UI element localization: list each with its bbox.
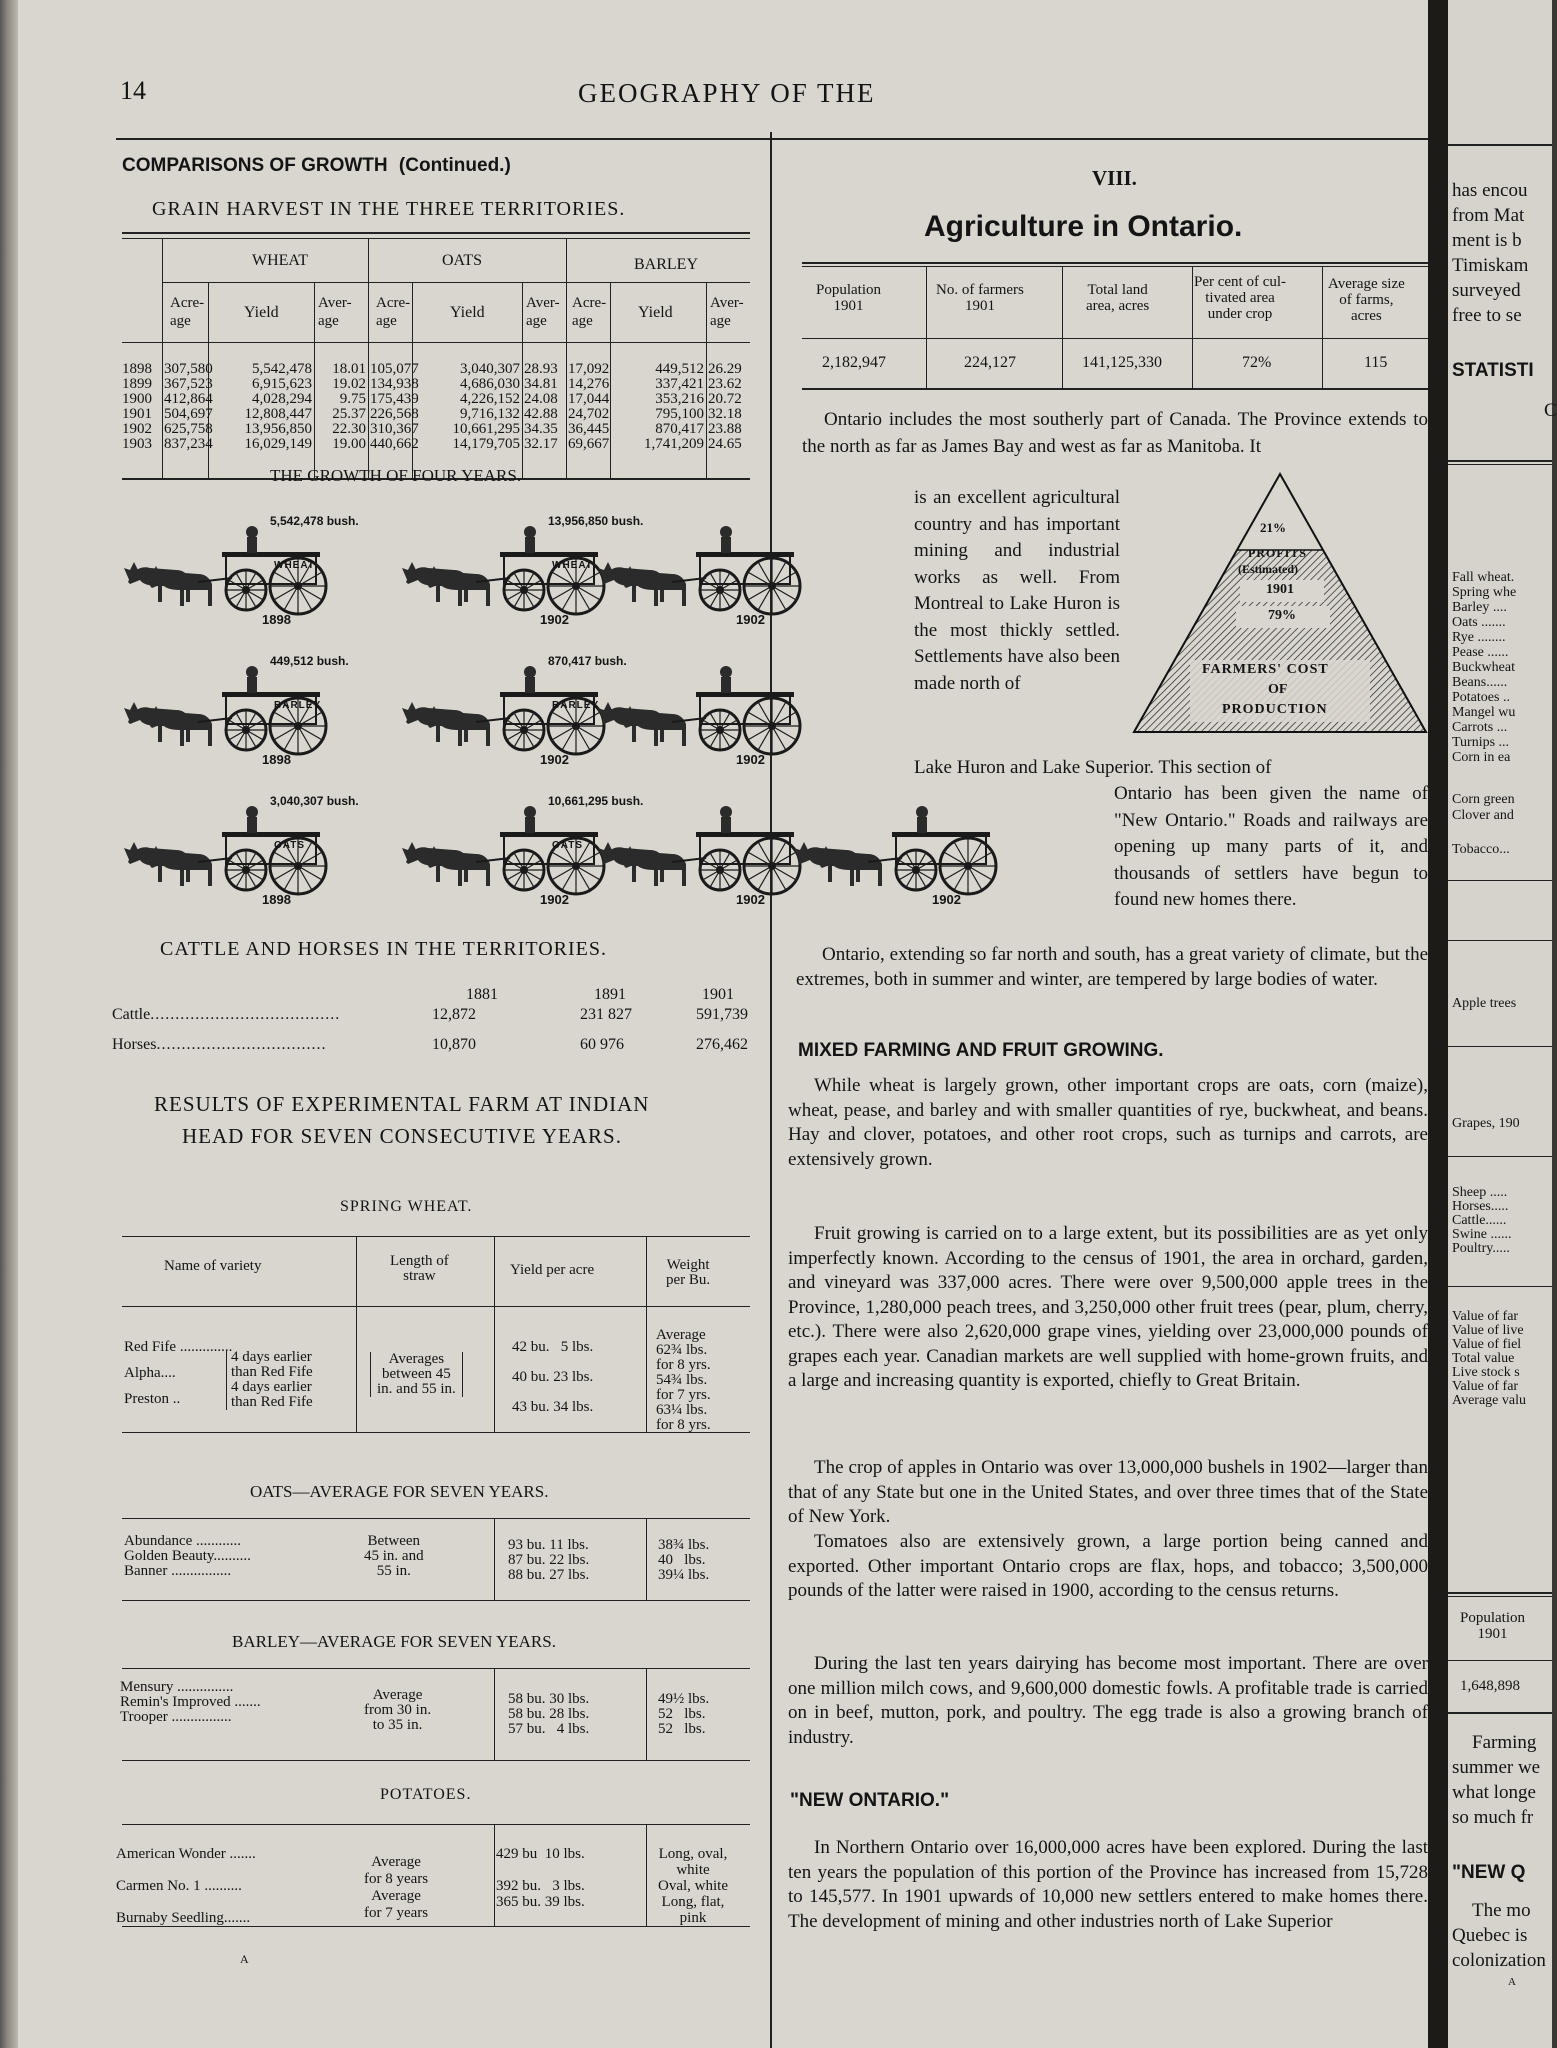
mixed-heading: MIXED FARMING AND FRUIT GROWING. — [798, 1040, 1164, 1061]
next-crop-1: Fall wheat. — [1452, 570, 1515, 585]
page — [18, 0, 1446, 2048]
wagon-year-1-0: 1902 — [540, 612, 569, 627]
cattle-year-1881: 1881 — [466, 986, 498, 1003]
wagon-team-3-1 — [598, 666, 800, 754]
cattle-title: CATTLE AND HORSES IN THE TERRITORIES. — [160, 938, 608, 960]
ontario-table — [802, 262, 1434, 392]
next-crop-9: Potatoes .. — [1452, 690, 1510, 705]
sub-barley-avg: Aver- age — [710, 295, 744, 329]
ont-val-pop: 2,182,947 — [822, 354, 886, 371]
ont-val-land: 141,125,330 — [1082, 354, 1162, 371]
next-statist-sub: C — [1544, 400, 1557, 421]
pyramid-cost-1: FARMERS' COST — [1202, 662, 1329, 677]
page-gutter — [1428, 0, 1448, 2048]
sub-oats-avg: Aver- age — [526, 295, 560, 329]
next-bottom-lines — [1452, 1730, 1540, 1830]
cattle-1901: 591,739 — [696, 1006, 748, 1023]
growth-title: THE GROWTH OF FOUR YEARS. — [270, 466, 522, 485]
wagon-5 — [400, 800, 1008, 910]
wagon-team-5-1 — [598, 806, 800, 894]
col-years: 1898 1899 1900 1901 1902 1903 — [122, 361, 152, 452]
farm-title-2: HEAD FOR SEVEN CONSECUTIVE YEARS. — [182, 1124, 622, 1148]
horses-1881: 10,870 — [432, 1036, 476, 1053]
horses-row: Horses.................................. — [112, 1036, 327, 1053]
ont-head-pct: Per cent of cul- tivated area under crop — [1194, 274, 1287, 322]
wagon-amount-3: 870,417 bush. — [548, 654, 627, 668]
col-oats-yield: 3,040,307 4,686,030 4,226,152 9,716,132 10,661,295 14,179,705 — [452, 361, 520, 452]
next-crops — [1452, 570, 1516, 765]
wagon-year-4-0: 1898 — [262, 892, 291, 907]
ont-val-size: 115 — [1364, 354, 1388, 371]
intro-para-narrow: is an excellent agricultural country and has important mining and industrial works as well. From Montreal to Lake Huron is the most thickly settled. Settlements have also been made north of — [914, 487, 1120, 694]
next-tobacco: Tobacco... — [1452, 842, 1510, 857]
next-line-2: from Mat — [1452, 205, 1525, 226]
cattle-year-1891: 1891 — [594, 986, 626, 1003]
para-new-ontario: In Northern Ontario over 16,000,000 acres have been explored. During the last ten years the population of this portion of the Province has increased from 15,728 to 145,577. In 1901 upwards of 10,000 new settlers entered to make homes there. The development of mining and other industries north of Lake Superior — [788, 1837, 1428, 1932]
pyramid-top-pct: 21% — [1260, 520, 1286, 535]
pyramid-estimated: (Estimated) — [1238, 562, 1298, 576]
next-animal-3: Cattle...... — [1452, 1213, 1507, 1228]
potato-title: POTATOES. — [380, 1786, 472, 1803]
next-line-1: has encou — [1452, 180, 1528, 201]
barley-weight: 49½ lbs. 52 lbs. 52 lbs. — [658, 1691, 710, 1737]
next-crop-5: Rye ........ — [1452, 630, 1506, 645]
spring-head-weight: Weight per Bu. — [666, 1257, 711, 1288]
next-crop-8: Beans...... — [1452, 675, 1508, 690]
spring-head-straw: Length of straw — [390, 1253, 449, 1284]
next-corn-green: Corn green — [1452, 792, 1515, 807]
wagon-year-5-2: 1902 — [932, 892, 961, 907]
oats-yield: 93 bu. 11 lbs. 87 bu. 22 lbs. 88 bu. 27 lbs. — [508, 1537, 590, 1583]
horses-label: Horses — [112, 1036, 157, 1053]
spring-weight: Average 62¾ lbs. for 8 yrs. 54¾ lbs. for 7 yrs. 63¼ lbs. for 8 yrs. — [656, 1327, 711, 1433]
cattle-year-1901: 1901 — [702, 986, 734, 1003]
pyramid-cost-3: PRODUCTION — [1222, 702, 1328, 717]
wagon-year-2-0: 1898 — [262, 752, 291, 767]
wagon-team-5-2 — [794, 806, 996, 894]
wagon-crop-2: BARLEY — [274, 700, 322, 711]
column-rule — [770, 132, 772, 2048]
spring-notes: 4 days earlier than Red Fife 4 days earlier than Red Fife — [226, 1350, 313, 1410]
col-wheat-acre: 307,580 367,523 412,864 504,697 625,758 837,234 — [164, 361, 213, 452]
cattle-1891: 231 827 — [580, 1006, 632, 1023]
wagon-crop-0: WHEAT — [274, 560, 315, 571]
next-mark: A — [1508, 1976, 1516, 1988]
header-rule — [116, 138, 1434, 140]
section-suffix: (Continued.) — [398, 155, 511, 176]
next-value-1: Value of far — [1452, 1309, 1519, 1324]
ont-head-size: Average size of farms, acres — [1328, 276, 1405, 324]
cattle-row: Cattle...................................... — [112, 1006, 341, 1023]
wagon-year-5-1: 1902 — [736, 892, 765, 907]
intro-para-wrap: Ontario has been given the name of "New Ontario." Roads and railways are opening up many parts of it, and thousands of settlers have begun to found new homes there. — [1114, 783, 1428, 910]
next-crop-11: Carrots ... — [1452, 720, 1508, 735]
next-crop-7: Buckwheat — [1452, 660, 1515, 675]
next-page-sliver — [1448, 0, 1557, 2048]
sub-wheat-yield: Yield — [244, 304, 279, 321]
next-last-lines — [1452, 1898, 1546, 1973]
next-value-7: Average valu — [1452, 1393, 1526, 1408]
col-oats-avg: 28.93 34.81 24.08 42.88 34.35 32.17 — [524, 361, 558, 452]
next-last-3: colonization — [1452, 1950, 1546, 1971]
wagon-crop-4: OATS — [274, 840, 306, 851]
wagon-amount-5: 10,661,295 bush. — [548, 794, 644, 808]
sub-oats-yield: Yield — [450, 304, 485, 321]
wagon-amount-2: 449,512 bush. — [270, 654, 349, 668]
wagon-crop-1: WHEAT — [552, 560, 593, 571]
new-ontario-heading: "NEW ONTARIO." — [790, 1790, 950, 1811]
next-pop-val: 1,648,898 — [1460, 1678, 1520, 1694]
next-new-q: "NEW Q — [1452, 1862, 1526, 1883]
ont-head-pop: Population 1901 — [816, 282, 882, 314]
next-apple-trees: Apple trees — [1452, 996, 1517, 1011]
footer-mark: A — [240, 1952, 249, 1966]
next-animal-1: Sheep ..... — [1452, 1185, 1508, 1200]
next-pop-head: Population 1901 — [1460, 1610, 1526, 1642]
col-wheat-avg: 18.01 19.02 9.75 25.37 22.30 19.00 — [332, 361, 366, 452]
ont-head-farmers: No. of farmers 1901 — [936, 282, 1024, 314]
next-value-3: Value of fiel — [1452, 1337, 1522, 1352]
pyramid-bottom-pct: 79% — [1268, 608, 1296, 623]
barley-yield: 58 bu. 30 lbs. 58 bu. 28 lbs. 57 bu. 4 lbs. — [508, 1691, 590, 1737]
col-barley-acre: 17,092 14,276 17,044 24,702 36,445 69,667 — [568, 361, 610, 452]
sub-barley-yield: Yield — [638, 304, 673, 321]
next-crop-6: Pease ...... — [1452, 645, 1509, 660]
next-bottom-4: so much fr — [1452, 1807, 1534, 1828]
potato-straw: Average for 8 years Average for 7 years — [364, 1854, 429, 1921]
wagon-team-1-1 — [598, 526, 800, 614]
next-crop-10: Mangel wu — [1452, 705, 1516, 720]
wagon-2 — [122, 660, 374, 770]
col-barley-avg: 26.29 23.62 20.72 32.18 23.88 24.65 — [708, 361, 742, 452]
barley-names: Mensury ............... Remin's Improved ....... Trooper ................ — [120, 1679, 261, 1725]
cattle-1881: 12,872 — [432, 1006, 476, 1023]
grain-title: GRAIN HARVEST IN THE THREE TERRITORIES. — [152, 198, 626, 220]
wagon-4 — [122, 800, 374, 910]
para-tomatoes: Tomatoes also are extensively grown, a large portion being canned and exported. Other important Ontario crops are flax, hops, and tobacco; 3,500,000 pounds of the latter were raised in 1900, according to the census returns. — [788, 1531, 1428, 1601]
sub-wheat-acre: Acre- age — [170, 295, 205, 329]
potato-yield: 429 bu 10 lbs. 392 bu. 3 lbs. 365 bu. 39 lbs. — [496, 1846, 585, 1910]
running-title: GEOGRAPHY OF THE — [578, 78, 876, 108]
wagon-amount-1: 13,956,850 bush. — [548, 514, 644, 528]
horses-1901: 276,462 — [696, 1036, 748, 1053]
sub-wheat-avg: Aver- age — [318, 295, 352, 329]
section-title-text: COMPARISONS OF GROWTH — [122, 155, 388, 176]
oats-names: Abundance ............ Golden Beauty.......... Banner ................ — [124, 1533, 251, 1579]
oats-weight: 38¾ lbs. 40 lbs. 39¼ lbs. — [658, 1537, 710, 1583]
spring-head-yield: Yield per acre — [510, 1262, 595, 1278]
next-top-lines — [1452, 178, 1528, 328]
next-line-4: Timiskam — [1452, 255, 1529, 276]
para-climate: Ontario, extending so far north and south, has a great variety of climate, but the extremes, both in summer and winter, are tempered by large bodies of water. — [796, 944, 1428, 990]
wagon-year-0-0: 1898 — [262, 612, 291, 627]
wagon-amount-4: 3,040,307 bush. — [270, 794, 359, 808]
next-value-2: Value of live — [1452, 1323, 1524, 1338]
book-spine — [0, 0, 18, 2048]
next-crop-4: Oats ....... — [1452, 615, 1506, 630]
wagon-year-1-1: 1902 — [736, 612, 765, 627]
next-crop-2: Spring whe — [1452, 585, 1517, 600]
next-crop-12: Turnips ... — [1452, 735, 1510, 750]
potato-names: American Wonder ....... Carmen No. 1 .......... Burnaby Seedling....... — [116, 1846, 256, 1926]
agriculture-title: Agriculture in Ontario. — [924, 210, 1243, 243]
wagon-amount-0: 5,542,478 bush. — [270, 514, 359, 528]
group-wheat: WHEAT — [252, 252, 308, 269]
next-value-5: Live stock s — [1452, 1365, 1520, 1380]
section-number: VIII. — [1092, 166, 1137, 190]
next-grapes: Grapes, 190 — [1452, 1116, 1520, 1131]
potato-desc: Long, oval, white Oval, white Long, flat, pink — [658, 1846, 728, 1926]
pyramid-cost-2: OF — [1268, 682, 1288, 697]
next-animal-2: Horses..... — [1452, 1199, 1509, 1214]
col-wheat-yield: 5,542,478 6,915,623 4,028,294 12,808,447 13,956,850 16,029,149 — [244, 361, 312, 452]
next-animals — [1452, 1186, 1512, 1256]
barley-title: BARLEY—AVERAGE FOR SEVEN YEARS. — [232, 1632, 556, 1651]
next-bottom-1: Farming — [1472, 1732, 1537, 1753]
spring-yield: 42 bu. 5 lbs. 40 bu. 23 lbs. 43 bu. 34 lbs. — [512, 1339, 594, 1415]
next-bottom-3: what longe — [1452, 1782, 1536, 1803]
barley-straw: Average from 30 in. to 35 in. — [364, 1687, 432, 1733]
spring-title: SPRING WHEAT. — [340, 1198, 473, 1215]
cattle-label: Cattle — [112, 1006, 151, 1023]
wagon-0 — [122, 520, 374, 630]
horses-1891: 60 976 — [580, 1036, 624, 1053]
para-apples: The crop of apples in Ontario was over 13,000,000 bushels in 1902—larger than that of any State but one in the United States, and over three times that of the State of New York. — [788, 1457, 1428, 1527]
next-value-6: Value of far — [1452, 1379, 1519, 1394]
page-number: 14 — [120, 76, 146, 105]
next-line-6: free to se — [1452, 305, 1522, 326]
col-barley-yield: 449,512 337,421 353,216 795,100 870,417 1,741,209 — [644, 361, 704, 452]
pyramid-year: 1901 — [1266, 582, 1294, 597]
pyramid-graphic — [1130, 470, 1430, 740]
next-last-2: Quebec is — [1452, 1925, 1528, 1946]
next-crop-13: Corn in ea — [1452, 750, 1511, 765]
next-statist: STATISTI — [1452, 360, 1534, 381]
para-fruit: Fruit growing is carried on to a large extent, but its possibilities are as yet only imperfectly known. According to the census of 1901, the area in orchard, garden, and vineyard was 337,000 acres. There were over 9,500,000 apple trees in the Province, 1,280,000 peach trees, and 3,250,000 other fruit trees (pear, plum, cherry, etc.). There were also 2,620,000 grape vines, yielding over 23,000,000 pounds of grapes each year. Canadian markets are well supplied with home-grown fruits, and a large and increasing quantity is exported, chiefly to Great Britain. — [788, 1223, 1428, 1391]
sub-oats-acre: Acre- age — [376, 295, 411, 329]
group-barley: BARLEY — [634, 256, 698, 273]
intro-para-wide: Lake Huron and Lake Superior. This section of — [914, 757, 1272, 778]
col-oats-acre: 105,077 134,938 175,439 226,568 310,367 440,662 — [370, 361, 419, 452]
spring-head-name: Name of variety — [164, 1258, 262, 1274]
wagon-crop-5: OATS — [552, 840, 584, 851]
intro-para-top: Ontario includes the most southerly part of Canada. The Province extends to the north as far as James Bay and west as far as Manitoba. It — [802, 409, 1428, 457]
wagon-year-3-0: 1902 — [540, 752, 569, 767]
next-line-5: surveyed — [1452, 280, 1521, 301]
para-wheat: While wheat is largely grown, other important crops are oats, corn (maize), wheat, pease, and barley and with smaller quantities of rye, buckwheat, and beans. Hay and clover, potatoes, and other root crops, such as turnips and carrots, are extensively grown. — [788, 1075, 1428, 1170]
next-animal-5: Poultry..... — [1452, 1241, 1510, 1256]
profit-pyramid — [1130, 470, 1430, 740]
next-clover: Clover and — [1452, 808, 1514, 823]
ont-val-pct: 72% — [1242, 354, 1272, 371]
next-values — [1452, 1310, 1526, 1408]
pyramid-profits: PROFITS — [1248, 546, 1308, 560]
ont-val-farmers: 224,127 — [964, 354, 1016, 371]
oats-title: OATS—AVERAGE FOR SEVEN YEARS. — [250, 1482, 549, 1501]
oats-straw: Between 45 in. and 55 in. — [364, 1533, 424, 1579]
spring-straw: Averages between 45 in. and 55 in. — [370, 1352, 463, 1397]
ont-head-land: Total land area, acres — [1086, 282, 1150, 314]
sub-barley-acre: Acre- age — [572, 295, 607, 329]
next-line-3: ment is b — [1452, 230, 1522, 251]
wagon-crop-3: BARLEY — [552, 700, 600, 711]
para-dairy: During the last ten years dairying has become most important. There are over one million milch cows, and 9,600,000 domestic fowls. A profitable trade is carried on in beef, mutton, pork, and poultry. The egg trade is also a growing branch of industry. — [788, 1653, 1428, 1748]
grain-table — [122, 232, 750, 480]
group-oats: OATS — [442, 252, 483, 269]
next-crop-3: Barley .... — [1452, 600, 1507, 615]
next-last-1: The mo — [1472, 1900, 1531, 1921]
farm-title-1: RESULTS OF EXPERIMENTAL FARM AT INDIAN — [154, 1092, 650, 1116]
section-title — [122, 155, 511, 177]
spring-names: Red Fife .............. Alpha.... Preston .. — [124, 1339, 233, 1407]
wagon-year-3-1: 1902 — [736, 752, 765, 767]
next-value-4: Total value — [1452, 1351, 1515, 1366]
next-bottom-2: summer we — [1452, 1757, 1541, 1778]
wagon-year-5-0: 1902 — [540, 892, 569, 907]
next-animal-4: Swine ...... — [1452, 1227, 1512, 1242]
